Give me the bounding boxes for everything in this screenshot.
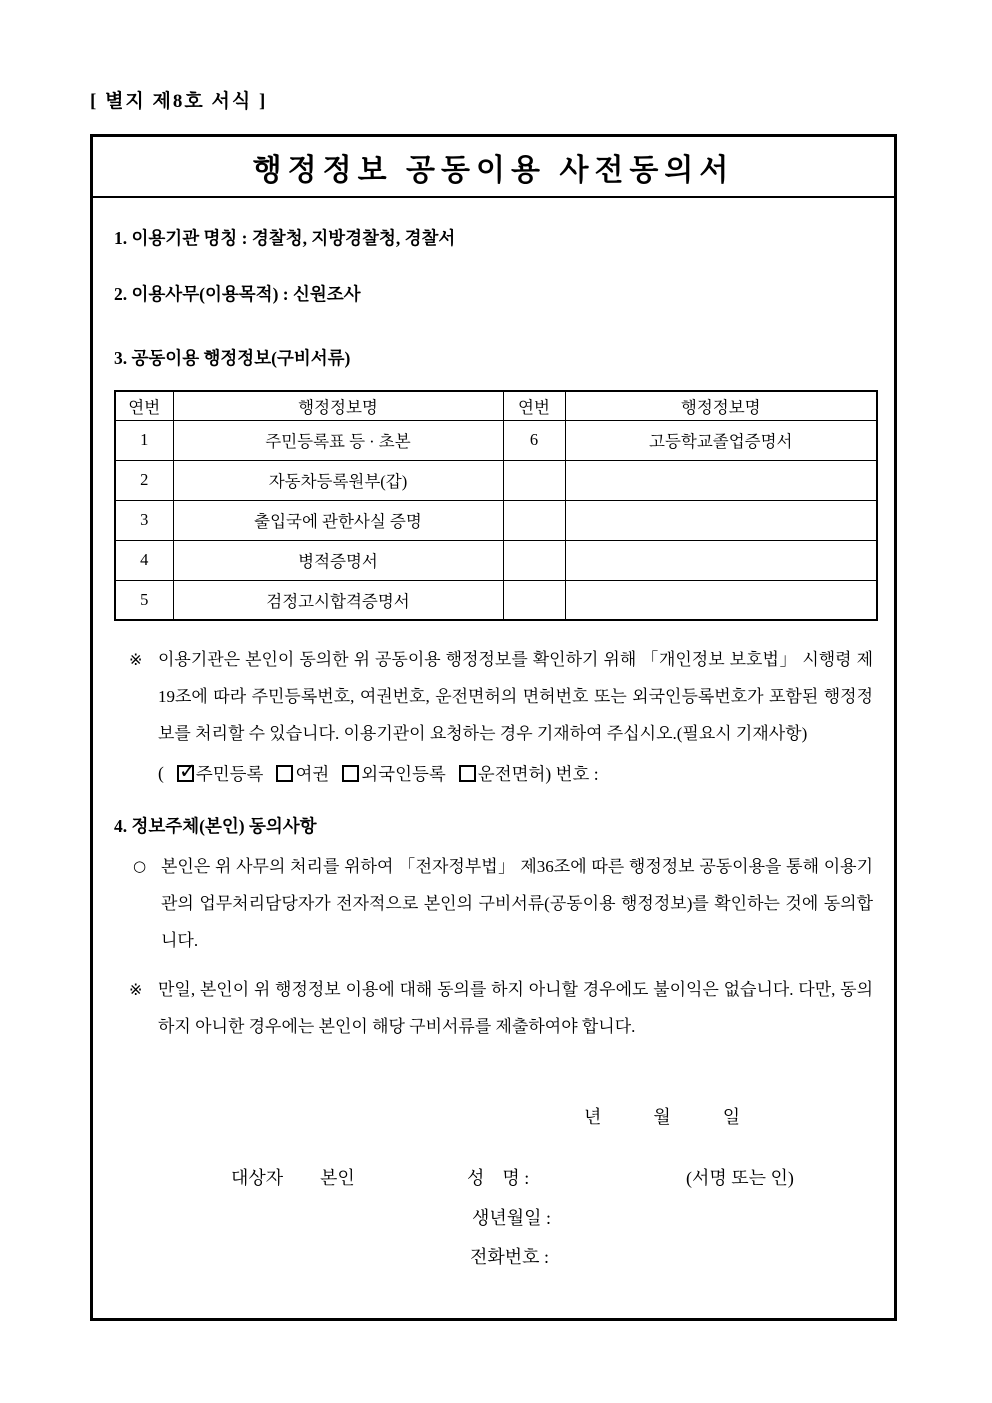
table-cell-docname xyxy=(565,500,877,540)
col-header-seq-right: 연번 xyxy=(503,391,565,420)
open-paren: ( xyxy=(158,763,164,783)
month-label: 월 xyxy=(653,1107,671,1127)
checkbox-option-passport xyxy=(276,761,329,786)
disagreement-note-text: 만일, 본인이 위 행정정보 이용에 대해 동의를 하지 아니할 경우에도 불이익은 없습니다. 다만, 동의하지 아니한 경우에는 본인이 해당 구비서류를 제출하여야 합니다. xyxy=(158,980,873,1036)
table-cell-docname: 주민등록표 등 · 초본 xyxy=(173,420,503,460)
document-content xyxy=(93,226,894,1045)
table-row xyxy=(115,580,877,620)
disagreement-note xyxy=(114,971,873,1045)
birthdate-field-label: 생년월일 : xyxy=(472,1208,552,1228)
documents-table xyxy=(114,390,878,621)
checkbox-option-foreigner xyxy=(342,761,446,786)
signature-or-seal-note: (서명 또는 인) xyxy=(686,1168,794,1188)
table-cell-seq xyxy=(503,580,565,620)
table-cell-seq: 2 xyxy=(115,460,173,500)
table-cell-docname xyxy=(565,460,877,500)
driver-license-checkbox-label: 운전면허 xyxy=(477,764,546,784)
col-header-docname-right: 행정정보명 xyxy=(565,391,877,420)
table-cell-docname xyxy=(565,580,877,620)
date-line xyxy=(584,1103,740,1129)
table-row xyxy=(115,460,877,500)
table-cell-docname xyxy=(565,540,877,580)
reference-mark-icon: ※ xyxy=(129,980,143,999)
resident-checkbox[interactable] xyxy=(177,759,197,783)
table-cell-seq: 3 xyxy=(115,500,173,540)
section4-heading: 4. 정보주체(본인) 동의사항 xyxy=(114,816,317,836)
table-cell-docname: 병적증명서 xyxy=(173,540,503,580)
circle-bullet-icon: ○ xyxy=(133,857,147,875)
foreigner-checkbox[interactable] xyxy=(342,765,359,782)
checkbox-option-driver xyxy=(459,761,546,786)
privacy-note-text: 이용기관은 본인이 동의한 위 공동이용 행정정보를 확인하기 위해 「개인정보 보호법」 시행령 제19조에 따라 주민등록번호, 여권번호, 운전면허의 면허번호 또는 외국인등록번호가 포함된 행정정보를 처리할 수 있습니다. 이용기관이 요청하는 경우 기재하여 주십시오.(필요시 기재사항) xyxy=(158,650,873,743)
page-title: 행정정보 공동이용 사전동의서 xyxy=(252,153,735,187)
document-box xyxy=(90,134,897,1321)
number-field-label: ) 번호 : xyxy=(545,764,599,784)
table-cell-docname: 검정고시합격증명서 xyxy=(173,580,503,620)
col-header-docname-left: 행정정보명 xyxy=(173,391,503,420)
section1-heading: 1. 이용기관 명칭 : 경찰청, 지방경찰청, 경찰서 xyxy=(114,228,456,248)
driver-license-checkbox[interactable] xyxy=(459,765,476,782)
table-cell-docname: 출입국에 관한사실 증명 xyxy=(173,500,503,540)
day-label: 일 xyxy=(722,1107,741,1127)
table-cell-seq xyxy=(503,540,565,580)
phone-field-label: 전화번호 : xyxy=(470,1247,550,1267)
table-cell-docname: 고등학교졸업증명서 xyxy=(565,420,877,460)
section3-heading: 3. 공동이용 행정정보(구비서류) xyxy=(114,348,351,368)
table-cell-seq: 1 xyxy=(115,420,173,460)
form-number-label: [ 별지 제8호 서식 ] xyxy=(90,91,268,112)
resident-checkbox-label: 주민등록 xyxy=(195,764,264,784)
id-number-checkbox-line xyxy=(114,755,873,792)
section2-heading: 2. 이용사무(이용목적) : 신원조사 xyxy=(114,284,361,304)
table-cell-seq xyxy=(503,460,565,500)
subject-label: 대상자 xyxy=(231,1168,284,1188)
table-row xyxy=(115,540,877,580)
foreigner-checkbox-label: 외국인등록 xyxy=(361,764,446,784)
name-field-label: 성 명 : xyxy=(467,1168,530,1188)
check-icon: ✓ xyxy=(178,759,197,783)
consent-statement-text: 본인은 위 사무의 처리를 위하여 「전자정부법」 제36조에 따른 행정정보 공동이용을 통해 이용기관의 업무처리담당자가 전자적으로 본인의 구비서류(공동이용 행정정보)를 확인하는 것에 동의합니다. xyxy=(161,857,873,950)
consent-statement xyxy=(114,848,873,959)
passport-checkbox-label: 여권 xyxy=(295,764,330,784)
table-cell-seq: 4 xyxy=(115,540,173,580)
passport-checkbox[interactable] xyxy=(276,765,293,782)
title-bar xyxy=(93,137,894,198)
reference-mark-icon: ※ xyxy=(129,650,143,669)
table-row xyxy=(115,420,877,460)
table-cell-seq: 5 xyxy=(115,580,173,620)
year-label: 년 xyxy=(584,1107,602,1127)
table-row xyxy=(115,500,877,540)
subject-value: 본인 xyxy=(320,1168,355,1188)
table-cell-docname: 자동차등록원부(갑) xyxy=(173,460,503,500)
table-cell-seq xyxy=(503,500,565,540)
checkbox-option-resident xyxy=(177,761,264,786)
table-header-row xyxy=(115,391,877,420)
table-cell-seq: 6 xyxy=(503,420,565,460)
col-header-seq-left: 연번 xyxy=(115,391,173,420)
privacy-note xyxy=(114,641,873,752)
